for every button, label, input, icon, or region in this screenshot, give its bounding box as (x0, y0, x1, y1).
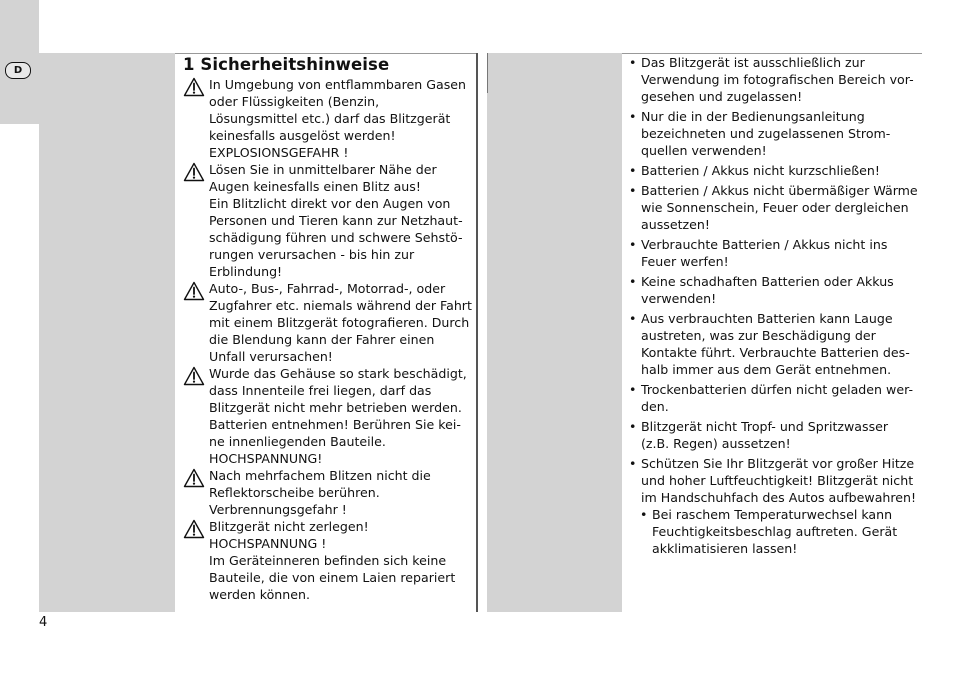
warning-text: Nach mehrfachem Blitzen nicht die Reflektorscheibe berühren. Verbrennungsgefahr ! (209, 468, 431, 517)
warning-triangle-icon (183, 281, 205, 301)
warning-triangle-icon (183, 468, 205, 488)
bullet-text: Schützen Sie Ihr Blitzgerät vor großer Hitze und hoher Luftfeuchtigkeit! Blitzgerät nicht im Handschuhfach des Autos aufbewahren! (641, 456, 917, 505)
safety-column-right (629, 54, 919, 560)
language-badge: D (5, 62, 31, 79)
bullet-list (629, 54, 919, 506)
bullet-dot: • (629, 163, 637, 178)
warning-text: Blitzgerät nicht zerlegen! HOCHSPANNUNG ! Im Geräteinneren befinden sich keine Bauteile, die von einem Laien repariert werden können. (209, 519, 456, 602)
bullet-text: Batterien / Akkus nicht kurzschließen! (641, 163, 880, 178)
page-number: 4 (39, 615, 48, 630)
warning-list (183, 76, 473, 603)
bullet-text: Keine schadhaften Batterien oder Akkus verwenden! (641, 274, 894, 306)
top-rule-left (175, 53, 476, 54)
warning-text: In Umgebung von entflammbaren Gasen oder Flüssigkeiten (Benzin, Lösungsmittel etc.) darf das Blitzgerät keinesfalls ausgelöst werden! EXPLOSIONSGEFAHR ! (209, 77, 466, 160)
warning-item (183, 280, 473, 365)
bullet-item (629, 418, 919, 452)
bullet-text: Batterien / Akkus nicht übermäßiger Wärme wie Sonnenschein, Feuer oder dergleichen aussetzen! (641, 183, 918, 232)
bullet-item (629, 108, 919, 159)
safety-column-left (183, 55, 473, 603)
column-divider (476, 53, 478, 612)
warning-triangle-icon (183, 77, 205, 97)
column-divider-short (487, 53, 488, 93)
bullet-dot: • (629, 237, 637, 252)
bullet-dot: • (629, 382, 637, 397)
warning-item (183, 76, 473, 161)
bullet-dot: • (629, 311, 637, 326)
bullet-text: Das Blitzgerät ist ausschließlich zur Verwendung im fotografischen Bereich vor- gesehen und zugelassen! (641, 55, 914, 104)
warning-text: Auto-, Bus-, Fahrrad-, Motorrad-, oder Zugfahrer etc. niemals während der Fahrt mit einem Blitzgerät fotografieren. Durch die Blendung kann der Fahrer einen Unfall verursachen! (209, 281, 472, 364)
sub-bullet-item (640, 506, 919, 557)
bullet-item (629, 455, 919, 506)
bullet-text: Nur die in der Bedienungsanleitung bezeichneten und zugelassenen Strom- quellen verwenden! (641, 109, 891, 158)
bullet-dot: • (629, 456, 637, 471)
bullet-dot: • (629, 419, 637, 434)
sub-bullet-text: Bei raschem Temperaturwechsel kann Feuchtigkeitsbeschlag auftreten. Gerät akklimatisieren lassen! (652, 507, 898, 556)
section-title: 1 Sicherheitshinweise (183, 55, 390, 74)
warning-text: Lösen Sie in unmittelbarer Nähe der Augen keinesfalls einen Blitz aus! Ein Blitzlicht direkt vor den Augen von Personen und Tieren kann zur Netzhaut- schädigung führen und schwere Sehstö- rungen verursachen - bis hin zur Erblindung! (209, 162, 463, 279)
bullet-dot: • (640, 507, 648, 522)
bullet-text: Trockenbatterien dürfen nicht geladen wer- den. (641, 382, 913, 414)
bullet-item (629, 310, 919, 378)
bullet-text: Aus verbrauchten Batterien kann Lauge austreten, was zur Beschädigung der Kontakte führt. Verbrauchte Batterien des- halb immer aus dem Gerät entnehmen. (641, 311, 910, 377)
bullet-item (629, 236, 919, 270)
bullet-item (629, 273, 919, 307)
left-margin-band (39, 53, 175, 612)
warning-triangle-icon (183, 162, 205, 182)
bullet-item (629, 381, 919, 415)
bullet-text: Blitzgerät nicht Tropf- und Spritzwasser (z.B. Regen) aussetzen! (641, 419, 889, 451)
bullet-dot: • (629, 55, 637, 70)
warning-item (183, 518, 473, 603)
warning-item (183, 161, 473, 280)
warning-item (183, 467, 473, 518)
warning-item (183, 365, 473, 467)
bullet-item (629, 182, 919, 233)
bullet-dot: • (629, 274, 637, 289)
bullet-dot: • (629, 109, 637, 124)
warning-triangle-icon (183, 519, 205, 539)
bullet-item (629, 162, 919, 179)
bullet-text: Verbrauchte Batterien / Akkus nicht ins Feuer werfen! (641, 237, 888, 269)
center-margin-band (487, 53, 622, 612)
warning-text: Wurde das Gehäuse so stark beschädigt, dass Innenteile frei liegen, darf das Blitzgerät nicht mehr betrieben werden. Batterien entnehmen! Berühren Sie kei- ne innenliegenden Bauteile. HOCHSPANNUNG! (209, 366, 467, 466)
bullet-dot: • (629, 183, 637, 198)
warning-triangle-icon (183, 366, 205, 386)
bullet-item (629, 54, 919, 105)
